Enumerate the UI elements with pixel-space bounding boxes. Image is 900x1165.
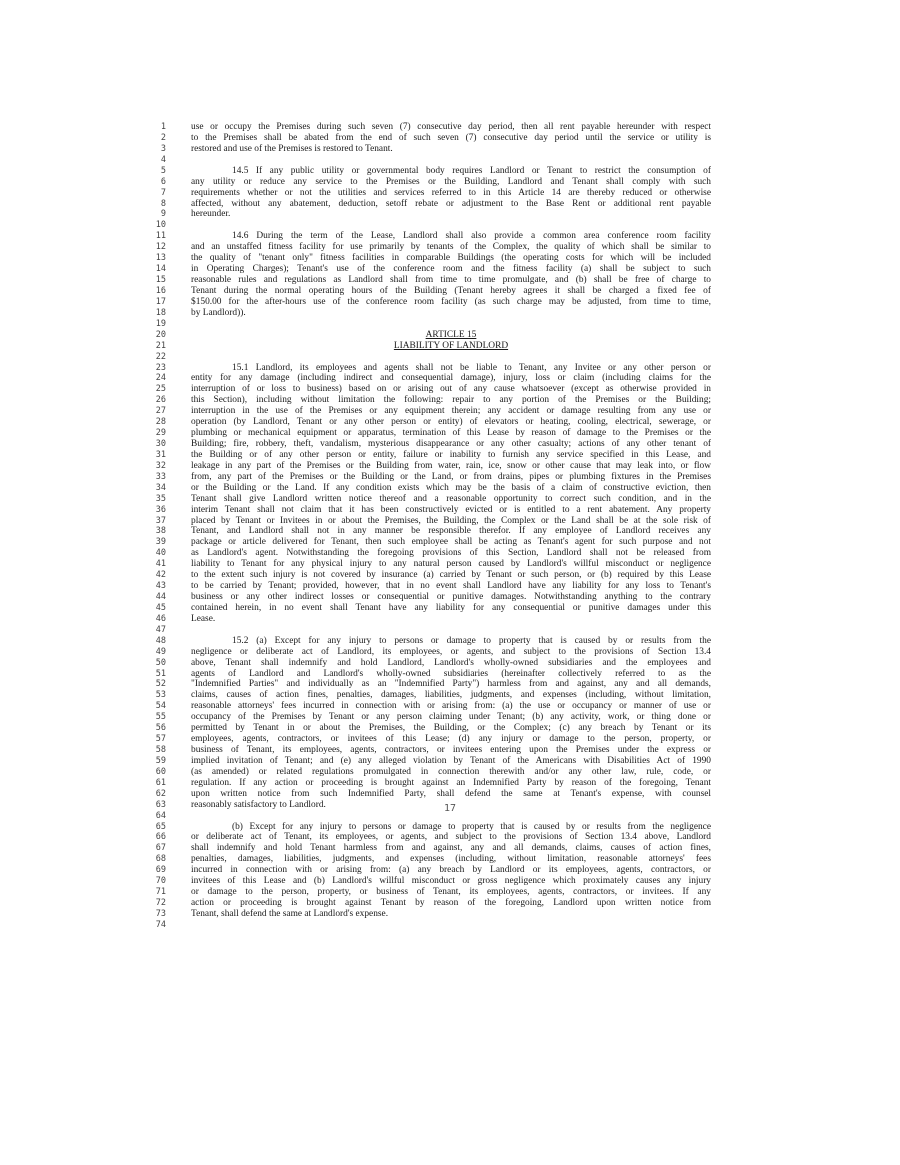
line-number: 19 (155, 318, 166, 329)
document-line (0, 690, 900, 701)
line-number: 69 (155, 865, 166, 876)
line-number: 73 (155, 909, 166, 919)
document-line (0, 308, 900, 319)
document-line (0, 472, 900, 483)
line-text: (b) Except for any injury to persons or damage to property that is caused by or results from the negligence (232, 821, 711, 832)
document-line (0, 920, 900, 931)
line-number: 51 (155, 668, 166, 679)
line-number: 68 (155, 854, 166, 865)
line-text: Tenant, shall defend the same at Landlord's expense. (191, 909, 389, 919)
line-text: negligence or deliberate act of Landlord, its employees, or agents, and subject to the provisions of Section 13.4 (191, 646, 711, 657)
line-text: the Building or of any other person or entity, failure or inability to furnish any service specified in this Lease, and (191, 449, 711, 460)
line-number: 72 (155, 898, 166, 908)
line-number: 35 (155, 493, 166, 504)
document-line (0, 854, 900, 865)
document-line (0, 898, 900, 909)
document-line (0, 614, 900, 625)
document-line (0, 297, 900, 308)
document-line (0, 789, 900, 800)
line-text: restored and use of the Premises is restored to Tenant. (191, 143, 393, 154)
document-line (0, 887, 900, 898)
line-text: implied invitation of Tenant; and (e) any alleged violation by Tenant of the Americans with Disabilities Act of 1990 (191, 755, 711, 766)
line-text: placed by Tenant or Invitees in or about the Premises, the Building, the Complex or the Land shall be at the sole risk of (191, 515, 711, 526)
line-text: package or article delivered for Tenant, then such employee shall be acting as Tenant's agent for such purpose and not (191, 537, 711, 548)
line-number: 29 (155, 428, 166, 438)
line-number: 30 (155, 439, 166, 449)
document-line (0, 341, 900, 352)
line-text: this Section), including without limitation the following: repair to any portion of the Premises or the Building; (191, 395, 711, 406)
line-text: or the Building or the Land. If any condition exists which may be the basis of a claim of constructive eviction, then (191, 482, 711, 493)
line-number: 56 (155, 723, 166, 734)
document-line (0, 647, 900, 658)
document-line (0, 177, 900, 188)
line-number: 67 (155, 843, 166, 854)
line-number: 62 (155, 788, 166, 799)
line-number: 66 (155, 832, 166, 843)
line-text: reasonable attorneys' fees incurred in connection with or arising from: (a) the use or occupancy or manner of use or (191, 701, 711, 712)
line-text: 15.1 Landlord, its employees and agents shall not be liable to Tenant, any Invitee or any other person or (232, 362, 711, 373)
document-line (0, 352, 900, 363)
line-number: 3 (160, 143, 166, 154)
document-line (0, 712, 900, 723)
document-line (0, 516, 900, 527)
line-text: Tenant, and Landlord shall not in any manner be responsible therefor. If any employee of Landlord receives any (191, 526, 711, 537)
line-text: entity for any damage (including indirect and consequential damage), injury, loss or claim (including claims for the (191, 373, 711, 384)
line-text: reasonable rules and regulations as Landlord shall from time to time promulgate, and (b) shall be free of charge to (191, 275, 711, 285)
line-number: 16 (155, 285, 166, 296)
line-text: reasonably satisfactory to Landlord. (191, 799, 326, 810)
document-line (0, 865, 900, 876)
line-text: interruption of or loss to business) based on or arising out of any cause whatsoever (except as otherwise provided in (191, 384, 711, 395)
line-number: 12 (155, 242, 166, 253)
document-line (0, 548, 900, 559)
line-text: use or occupy the Premises during such seven (7) consecutive day period, then all rent payable hereunder with respect (191, 122, 711, 132)
line-text: regulation. If any action or proceeding is brought against an Indemnified Party by reason of the foregoing, Tenant (191, 777, 711, 788)
line-text: shall indemnify and hold Tenant harmless from and against, any and all demands, claims, causes of action fines, (191, 843, 711, 854)
line-number: 48 (155, 635, 166, 646)
line-text: upon written notice from such Indemnified Party, shall defend the same at Tenant's expense, with counsel (191, 788, 711, 799)
document-line (0, 395, 900, 406)
line-number: 46 (155, 613, 166, 624)
line-text: affected, without any abatement, deduction, setoff rebate or adjustment to the Base Rent or additional rent payable (191, 198, 711, 209)
line-number: 71 (155, 887, 166, 898)
line-number: 58 (155, 745, 166, 755)
line-text: employees, agents, contractors, or invitees of this Lease; (d) any injury or damage to the person, property, or (191, 734, 711, 745)
line-number: 49 (155, 646, 166, 657)
document-line (0, 264, 900, 275)
line-text: or deliberate act of Tenant, its employees, or agents, and subject to the provisions of Section 13.4 above, Landlord (191, 832, 711, 843)
line-text: as Landlord's agent. Notwithstanding the foregoing provisions of this Section, Landlord shall not be released from (191, 548, 711, 559)
line-text: (as amended) or related regulations promulgated in connection therewith and/or any other law, rule, code, or (191, 766, 711, 777)
line-number: 5 (160, 165, 166, 176)
document-line (0, 734, 900, 745)
line-number: 44 (155, 592, 166, 602)
document-line (0, 461, 900, 472)
document-line (0, 450, 900, 461)
document-line (0, 745, 900, 756)
document-line (0, 723, 900, 734)
document-line (0, 778, 900, 789)
line-number: 8 (160, 198, 166, 209)
document-line (0, 242, 900, 253)
line-number: 10 (155, 220, 166, 231)
line-number: 40 (155, 548, 166, 559)
line-text: Lease. (191, 613, 216, 624)
document-line (0, 231, 900, 242)
document-line (0, 330, 900, 341)
line-text: to be carried by Tenant; provided, however, that in no event shall Landlord have any liability for any loss to Tenant's (191, 581, 711, 592)
line-number: 54 (155, 701, 166, 712)
document-line (0, 909, 900, 920)
document-line (0, 505, 900, 516)
line-text: by Landlord)). (191, 307, 246, 318)
line-number: 53 (155, 690, 166, 701)
line-number: 31 (155, 449, 166, 460)
line-text: plumbing or mechanical equipment or apparatus, termination of this Lease by reason of damage to the Premises or the (191, 428, 711, 438)
document-line (0, 570, 900, 581)
line-number: 20 (155, 329, 166, 340)
document-line (0, 592, 900, 603)
line-number: 24 (155, 373, 166, 384)
line-number: 15 (155, 275, 166, 285)
line-number: 27 (155, 406, 166, 417)
document-line (0, 439, 900, 450)
line-number: 74 (155, 919, 166, 930)
line-number: 43 (155, 581, 166, 592)
line-number: 11 (155, 231, 166, 242)
line-text: incurred in connection with or arising from: (a) any breach by Landlord or its employees, agents, contractors, or (191, 865, 711, 876)
line-text: from, any part of the Premises or the Building or the Land, or from drains, pipes or plumbing fixtures in the Premises (191, 471, 711, 482)
line-number: 57 (155, 734, 166, 745)
line-text: hereunder. (191, 209, 231, 220)
document-line (0, 155, 900, 166)
line-text: contained herein, in no event shall Tenant have any liability for any consequential or punitive damages under this (191, 602, 711, 613)
page-number: 17 (443, 803, 457, 814)
document-line (0, 679, 900, 690)
line-number: 41 (155, 559, 166, 570)
line-number: 18 (155, 307, 166, 318)
line-text: agents of Landlord and Landlord's wholly-owned subsidiaries (hereinafter collectively referred to as the (191, 668, 711, 679)
line-number: 1 (160, 122, 166, 132)
line-number: 33 (155, 471, 166, 482)
line-number: 25 (155, 384, 166, 395)
line-text: business of Tenant, its employees, agents, contractors, or invitees entering upon the Premises under the express or (191, 745, 711, 755)
document-line (0, 363, 900, 374)
line-text: permitted by Tenant in or about the Premises, the Building, or the Complex; (c) any breach by Tenant or its (191, 723, 711, 734)
document-line (0, 603, 900, 614)
line-number: 13 (155, 253, 166, 264)
line-text: business or any other indirect losses or consequential or punitive damages. Notwithstanding anything to the contrary (191, 592, 711, 602)
line-number: 28 (155, 417, 166, 428)
document-line (0, 876, 900, 887)
document-line (0, 220, 900, 231)
line-text: 14.5 If any public utility or governmental body requires Landlord or Tenant to restrict the consumption of (232, 165, 711, 176)
line-text: $150.00 for the after-hours use of the conference room facility (as such charge may be adjusted, from time to time, (191, 296, 711, 307)
line-number: 61 (155, 777, 166, 788)
document-line (0, 319, 900, 330)
line-text: 14.6 During the term of the Lease, Landlord shall also provide a common area conference room facility (232, 231, 711, 242)
line-number: 9 (160, 209, 166, 220)
article-heading: ARTICLE 15 (425, 329, 477, 340)
document-line (0, 494, 900, 505)
line-number: 39 (155, 537, 166, 548)
line-number: 59 (155, 755, 166, 766)
document-line (0, 122, 900, 133)
document-line (0, 406, 900, 417)
document-line (0, 166, 900, 177)
document-line (0, 767, 900, 778)
line-text: Tenant during the normal operating hours of the Building (Tenant hereby agrees it shall be charged a fixed fee of (191, 285, 711, 296)
line-number: 14 (155, 264, 166, 275)
line-text: to the extent such injury is not covered by insurance (a) carried by Tenant or such person, or (b) required by this Lease (191, 570, 711, 581)
line-text: any utility or reduce any service to the Premises or the Building, Landlord and Tenant shall comply with such (191, 176, 711, 187)
document-line (0, 701, 900, 712)
document-line (0, 669, 900, 680)
document-line (0, 843, 900, 854)
line-text: above, Tenant shall indemnify and hold Landlord, Landlord's wholly-owned subsidiaries and the employees and (191, 657, 711, 668)
document-line (0, 209, 900, 220)
line-number: 52 (155, 679, 166, 690)
document-line (0, 188, 900, 199)
document-line (0, 537, 900, 548)
line-text: and an unstaffed fitness facility for use primarily by tenants of the Complex, the quality of which shall be similar to (191, 242, 711, 253)
line-number: 60 (155, 766, 166, 777)
document-line (0, 253, 900, 264)
line-number: 36 (155, 504, 166, 515)
line-number: 32 (155, 460, 166, 471)
line-text: "Indemnified Parties" and individually as an "Indemnified Party") harmless from and against, any and all demands, (191, 679, 711, 690)
line-text: liability to Tenant for any physical injury to any natural person caused by Landlord's willful misconduct or negligence (191, 559, 711, 570)
document-line (0, 384, 900, 395)
article-heading: LIABILITY OF LANDLORD (393, 340, 509, 351)
document-line (0, 822, 900, 833)
document-line (0, 581, 900, 592)
document-line (0, 428, 900, 439)
document-line (0, 275, 900, 286)
document-line (0, 559, 900, 570)
line-number: 17 (155, 296, 166, 307)
line-text: 15.2 (a) Except for any injury to persons or damage to property that is caused by or results from the (232, 635, 711, 646)
document-line (0, 658, 900, 669)
document-line (0, 625, 900, 636)
line-number: 4 (160, 154, 166, 165)
document-line (0, 133, 900, 144)
line-text: action or proceeding is brought against Tenant by reason of the foregoing, Landlord upon written notice from (191, 898, 711, 908)
line-number: 37 (155, 515, 166, 526)
line-number: 21 (155, 340, 166, 351)
line-text: penalties, damages, liabilities, judgments, and expenses (including, without limitation, reasonable attorneys' fees (191, 854, 711, 865)
line-number: 7 (160, 187, 166, 198)
line-text: or damage to the person, property, or business of Tenant, its employees, agents, contractors, or invitees. If any (191, 887, 711, 898)
line-number: 6 (160, 176, 166, 187)
document-line (0, 756, 900, 767)
line-text: in Operating Charges); Tenant's use of the conference room and the fitness facility (a) shall be subject to such (191, 264, 711, 275)
line-number: 45 (155, 602, 166, 613)
line-text: claims, causes of action fines, penalties, damages, liabilities, judgments, and expenses (including, without limitation, (191, 690, 711, 701)
line-number: 70 (155, 876, 166, 887)
line-number: 22 (155, 351, 166, 362)
line-number: 2 (160, 132, 166, 143)
document-line (0, 526, 900, 537)
line-number: 63 (155, 799, 166, 810)
line-number: 65 (155, 821, 166, 832)
line-number: 26 (155, 395, 166, 406)
line-text: Tenant shall give Landlord written notice thereof and a reasonable opportunity to correct such condition, and in the (191, 493, 711, 504)
document-line (0, 199, 900, 210)
line-number: 47 (155, 624, 166, 635)
document-line (0, 417, 900, 428)
document-line (0, 483, 900, 494)
document-line (0, 373, 900, 384)
line-text: Building; fire, robbery, theft, vandalism, mysterious disappearance or any other casualty; actions of any other tenant of (191, 439, 711, 449)
document-line (0, 144, 900, 155)
document-line (0, 832, 900, 843)
document-line (0, 636, 900, 647)
line-text: the quality of "tenant only" fitness facilities in comparable Buildings (the operating costs for which will be included (191, 253, 711, 264)
line-text: interim Tenant shall not claim that it has been constructively evicted or is entitled to a rent abatement. Any property (191, 504, 711, 515)
line-number: 23 (155, 362, 166, 373)
line-text: operation (by Landlord, Tenant or any other person or entity) of elevators or heating, cooling, electrical, sewerage, or (191, 417, 711, 428)
line-text: occupancy of the Premises by Tenant or any person claiming under Tenant; (b) any activity, work, or thing done or (191, 712, 711, 723)
line-number: 50 (155, 657, 166, 668)
line-text: requirements whether or not the utilities and services referred to in this Article 14 are thereby reduced or otherwise (191, 187, 711, 198)
line-number: 38 (155, 526, 166, 537)
line-number: 42 (155, 570, 166, 581)
line-text: invitees of this Lease and (b) Landlord's willful misconduct or gross negligence which proximately causes any injury (191, 876, 711, 887)
line-number: 34 (155, 482, 166, 493)
line-text: interruption in the use of the Premises or any equipment therein; any accident or damage resulting from any use or (191, 406, 711, 417)
line-number: 64 (155, 810, 166, 821)
line-text: to the Premises shall be abated from the end of such seven (7) consecutive day period until the service or utility is (191, 132, 711, 143)
line-text: leakage in any part of the Premises or the Building from water, rain, ice, snow or other cause that may leak into, or flow (191, 460, 711, 471)
line-number: 55 (155, 712, 166, 723)
document-line (0, 286, 900, 297)
